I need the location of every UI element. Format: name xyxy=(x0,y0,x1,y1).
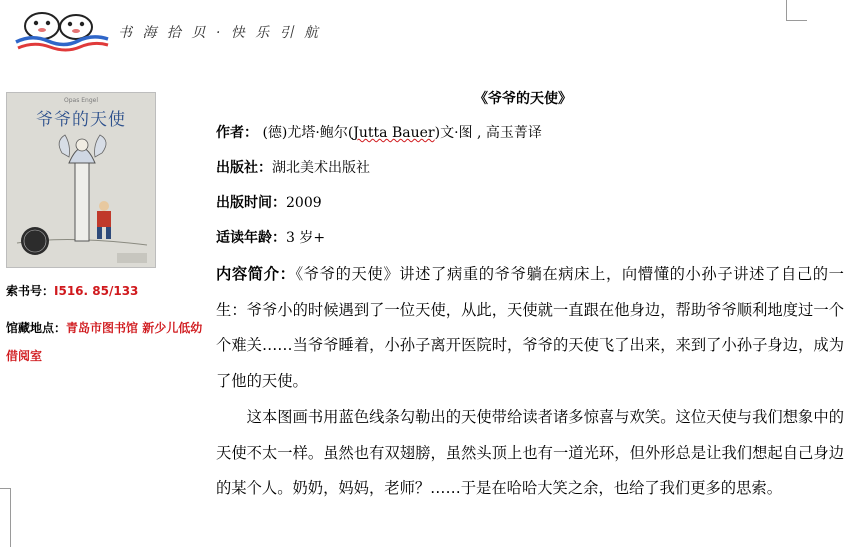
book-cover-image xyxy=(6,92,156,268)
age-label: 适读年龄： xyxy=(216,230,286,246)
header-slogan: 书 海 拾 贝 · 快 乐 引 航 xyxy=(118,25,322,41)
author-label: 作者： xyxy=(216,125,258,141)
description-paragraph-1 xyxy=(216,257,844,400)
description-label: 内容简介： xyxy=(216,265,296,283)
author-suffix: )文·图 , 高玉菁译 xyxy=(434,125,542,141)
crop-mark-bottom-left xyxy=(0,488,10,489)
location-value: 青岛市图书馆 新少儿低幼借阅室 xyxy=(6,321,203,363)
age-field xyxy=(216,227,325,247)
age-value: 3 岁+ xyxy=(286,230,326,246)
publisher-value: 湖北美术出版社 xyxy=(272,160,370,176)
publisher-label: 出版社： xyxy=(216,160,272,176)
pub-time-label: 出版时间： xyxy=(216,195,286,211)
location-line xyxy=(6,314,206,370)
description-block xyxy=(216,257,844,507)
cover-title: 爷爷的天使 xyxy=(36,110,126,130)
crop-mark-top-right xyxy=(786,0,807,21)
description-text-1: 《爷爷的天使》讲述了病重的爷爷躺在病床上，向懵懂的小孙子讲述了自己的一生：爷爷小的时候遇到了一位天使，从此，天使就一直跟在他身边，帮助爷爷顺利地度过一个个难关……当爷爷睡着，小孙子离开医院时，爷爷的天使飞了出来，来到了小孙子身边，成为了他的天使。 xyxy=(216,265,844,391)
logo-icon xyxy=(12,8,112,52)
author-latin-name: Jutta Bauer xyxy=(353,125,435,141)
pub-time-field xyxy=(216,192,322,212)
book-title: 《爷爷的天使》 xyxy=(474,91,572,107)
description-paragraph-2: 这本图画书用蓝色线条勾勒出的天使带给读者诸多惊喜与欢笑。这位天使与我们想象中的天使不太一样。虽然也有双翅膀，虽然头顶上也有一道光环，但外形总是让我们想起自己身边的某个人。奶奶，妈妈，老师？……于是在哈哈大笑之余，也给了我们更多的思索。 xyxy=(216,407,844,498)
location-label: 馆藏地点： xyxy=(6,321,67,335)
author-prefix: (德)尤塔·鲍尔( xyxy=(258,125,354,141)
call-number-label: 索书号： xyxy=(6,284,55,298)
author-field xyxy=(216,122,542,142)
pub-time-value: 2009 xyxy=(286,195,322,211)
crop-mark-bottom-left-vertical xyxy=(10,488,11,547)
cover-subtitle: Opas Engel xyxy=(63,97,98,104)
call-number-line xyxy=(6,282,138,300)
call-number-value: I516. 85/133 xyxy=(54,284,139,298)
publisher-field xyxy=(216,157,370,177)
